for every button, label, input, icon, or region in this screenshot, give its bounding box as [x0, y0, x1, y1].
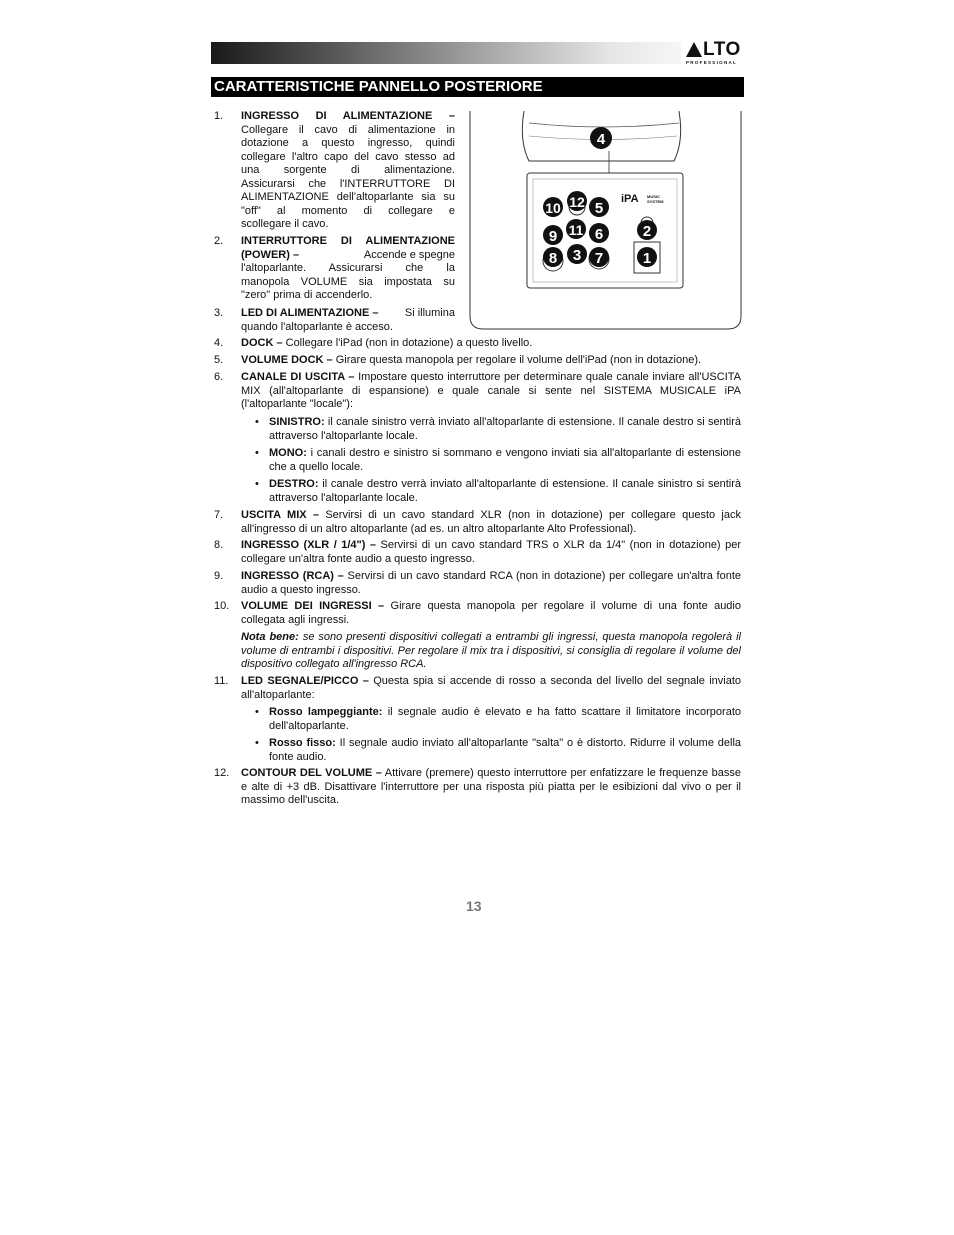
callout-4 [590, 127, 612, 149]
item-text: Servirsi di un cavo standard XLR (non in dotazione) per collegare questo jack all'ingresso di un altro altoparlante (ad es. un altro altoparlante Alto Professional). [241, 509, 741, 535]
svg-text:9: 9 [548, 228, 558, 245]
svg-text:1: 1 [642, 250, 652, 267]
item-title: LED DI ALIMENTAZIONE – [241, 307, 379, 319]
header-gradient-bar [211, 42, 681, 64]
bullet-title: Rosso fisso: [269, 737, 336, 749]
item-title: VOLUME DEI INGRESSI – [241, 600, 385, 612]
callout-1 [637, 247, 657, 267]
bullet-text: Il segnale audio inviato all'altoparlante "salta" o è distorto. Ridurre il volume della fonte audio. [269, 737, 742, 763]
item-text: ALIMENTAZIONE dell'altoparlante sia su [241, 191, 455, 203]
item-title: CANALE DI USCITA – [241, 371, 355, 383]
logo-brand: LTO [703, 39, 741, 60]
callout-9 [543, 225, 563, 245]
note-text: se sono presenti dispositivi collegati a entrambi gli ingressi, questa manopola regolerà il volume di entrambi i dispositivi. Per regolare il mix tra i dispositivi, si consiglia di regolare il volume del dispositivo collegato all'ingresso RCA. [241, 631, 741, 670]
callout-8 [543, 247, 563, 267]
section-title: CARATTERISTICHE PANNELLO POSTERIORE [214, 78, 543, 95]
callout-5 [589, 197, 609, 217]
item-text: Collegare l'iPad (non in dotazione) a questo livello. [285, 337, 533, 349]
section-title-bar [211, 77, 744, 97]
item-text: "off" al momento di collegare e [241, 204, 455, 217]
callout-2 [637, 220, 657, 240]
item-number: 6. [214, 371, 224, 383]
item-text: scollegare il cavo. [241, 218, 329, 230]
bullet-icon: • [255, 737, 259, 749]
bullet-icon: • [255, 706, 259, 718]
svg-text:10: 10 [545, 200, 561, 216]
item-text: Si illumina [404, 307, 455, 319]
logo-triangle-icon [686, 42, 702, 57]
svg-text:4: 4 [596, 131, 606, 148]
bullet-title: SINISTRO: [269, 416, 325, 428]
svg-text:6: 6 [594, 226, 604, 243]
item-number: 10. [214, 600, 230, 612]
item-text: Servirsi di un cavo standard RCA (non in dotazione) per collegare un'altra fonte audio a questo ingresso. [241, 570, 742, 596]
item-text: una sorgente di alimentazione. [241, 164, 455, 176]
item-number: 11. [214, 675, 229, 687]
item-text: Questa spia si accende di rosso a seconda del livello del segnale inviato all'altoparlante: [241, 675, 742, 701]
item-number: 9. [214, 570, 224, 582]
item-title: INGRESSO DI ALIMENTAZIONE – [241, 110, 455, 122]
svg-text:3: 3 [572, 247, 582, 264]
item-text: Servirsi di un cavo standard TRS o XLR da 1/4" (non in dotazione) per collegare un'altra fonte audio a questo ingresso. [241, 539, 741, 565]
svg-text:5: 5 [594, 200, 604, 217]
bullet-text: i canali destro e sinistro si sommano e vengono inviati sia all'altoparlante di estensione che a quello locale. [269, 447, 741, 473]
item-number: 7. [214, 509, 224, 521]
bullet-title: DESTRO: [269, 478, 319, 490]
item-number: 12. [214, 767, 230, 779]
item-title: LED SEGNALE/PICCO – [241, 675, 369, 687]
item-text: Accende e spegne [363, 248, 455, 261]
svg-text:8: 8 [548, 250, 558, 267]
callout-10 [543, 197, 563, 217]
item-number: 5. [214, 354, 224, 366]
page-number: 13 [466, 898, 482, 914]
item-title: USCITA MIX – [241, 509, 320, 521]
item-text: collegare l'altro capo del cavo stesso ad [241, 150, 455, 163]
note-title: Nota bene: [241, 631, 299, 643]
item-text: quando l'altoparlante è acceso. [241, 320, 393, 333]
rear-panel-diagram [469, 111, 742, 330]
item-text: Collegare il cavo di alimentazione in [241, 123, 455, 136]
item-number: 2. [214, 235, 224, 247]
item-text: Assicurarsi che l'INTERRUTTORE DI [241, 177, 455, 190]
item-title: CONTOUR DEL VOLUME – [241, 767, 382, 779]
panel-logo-system: SYSTEM [647, 199, 664, 204]
bullet-title: Rosso lampeggiante: [269, 706, 383, 718]
callout-3 [567, 244, 587, 264]
item-text: manopola VOLUME sia impostata su [241, 275, 455, 288]
item-title: DOCK – [241, 337, 283, 349]
callout-11 [566, 219, 586, 239]
item-text: Girare questa manopola per regolare il volume dell'iPad (non in dotazione). [335, 354, 702, 366]
svg-text:12: 12 [569, 194, 585, 210]
item-number: 3. [214, 307, 224, 319]
item-title-cont: (POWER) – [241, 248, 300, 261]
item-title: INTERRUTTORE DI ALIMENTAZIONE [241, 235, 455, 247]
svg-text:7: 7 [594, 250, 604, 267]
svg-text:11: 11 [568, 222, 584, 238]
item-text: dotazione a questo ingresso, quindi [241, 137, 455, 149]
item-number: 8. [214, 539, 224, 551]
bullet-title: MONO: [269, 447, 307, 459]
item-number: 1. [214, 110, 224, 122]
item-text: Impostare questo interruttore per determinare quale canale inviare all'USCITA MIX (all'altoparlante di espansione) e quale canale si sente nel SISTEMA MUSICALE iPA (l'altoparlante "locale"): [241, 371, 741, 410]
item-text: "zero" prima di accenderlo. [241, 289, 373, 301]
item-text: Attivare (premere) questo interruttore per enfatizzare le frequenze basse e alte di +3 dB. Disattivare l'interruttore per una risposta più piatta per le esibizioni dal vivo o per il massimo dell'uscita. [241, 767, 741, 806]
bullet-icon: • [255, 416, 259, 428]
item-number: 4. [214, 337, 224, 349]
bullet-icon: • [255, 447, 259, 459]
panel-logo-music: MUSIC [647, 194, 660, 199]
bullet-text: il segnale audio è elevato e ha fatto scattare il limitatore incorporato dell'altoparlante. [269, 706, 741, 732]
bullet-icon: • [255, 478, 259, 490]
logo-sub: PROFESSIONAL [686, 60, 738, 65]
item-text: Girare questa manopola per regolare il volume di una fonte audio collegata agli ingressi. [241, 600, 741, 626]
svg-text:2: 2 [642, 223, 652, 240]
alto-logo [686, 40, 744, 66]
bullet-text: il canale destro verrà inviato all'altoparlante di estensione. Il canale sinistro si sentirà attraverso l'altoparlante locale. [269, 478, 741, 504]
callout-6 [589, 223, 609, 243]
callout-7 [589, 247, 609, 267]
item-title: INGRESSO (RCA) – [241, 570, 344, 582]
item-title: INGRESSO (XLR / 1/4") – [241, 539, 377, 551]
item-text: l'altoparlante. Assicurarsi che la [241, 262, 455, 274]
panel-ipa-logo: iPA [621, 193, 639, 205]
item-title: VOLUME DOCK – [241, 354, 333, 366]
bullet-text: il canale sinistro verrà inviato all'altoparlante di estensione. Il canale destro si sentirà attraverso l'altoparlante locale. [269, 416, 741, 442]
callout-12 [567, 191, 587, 211]
note-block [241, 631, 741, 672]
